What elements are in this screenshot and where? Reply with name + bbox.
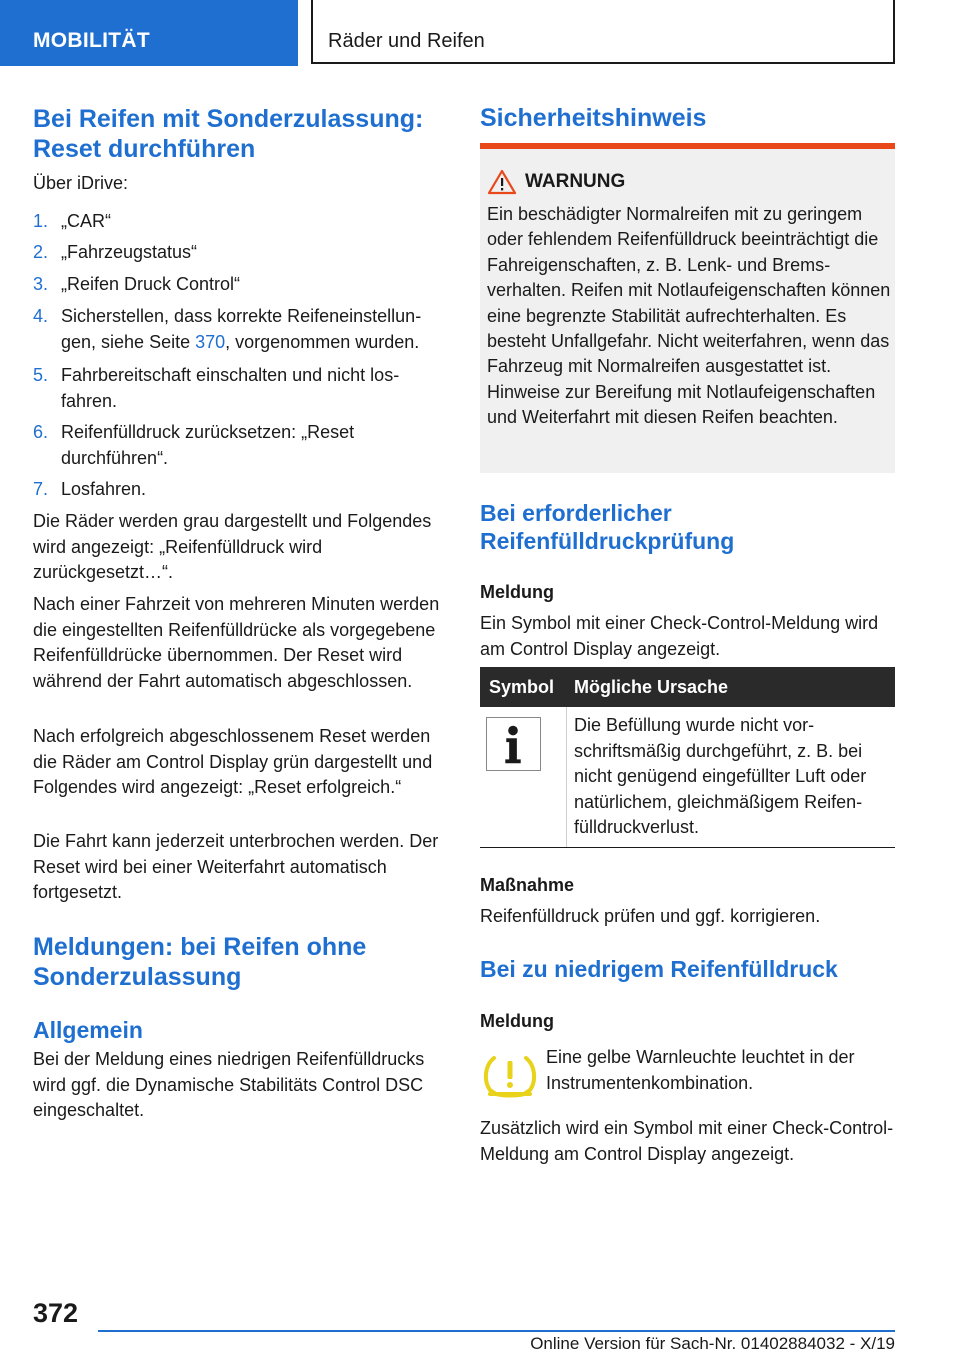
step-number: 5. (33, 365, 49, 385)
table-row (480, 707, 895, 848)
step-6 (33, 420, 445, 471)
step-2 (33, 240, 445, 266)
step-text-end: , vorgenommen wurden. (225, 331, 420, 352)
tire-pressure-warning-icon (482, 1052, 538, 1098)
paragraph-adoption: Nach einer Fahrzeit von mehreren Minuten werden die eingestellten Reifenfülldrücke als vorgegebene Reifenfülldrücke übernommen. Der Reset wird während der Fahrt automatisch abgeschlossen. (33, 594, 440, 691)
step-5 (33, 363, 445, 414)
check-text: Ein Symbol mit einer Check-Control-Meldung wird am Control Display angezeigt. (480, 613, 879, 659)
step-text: Reifenfülldruck zurücksetzen: „Reset durchführen“. (61, 422, 355, 468)
warning-triangle-icon (487, 169, 517, 195)
chapter-title: Räder und Reifen (311, 0, 895, 64)
step-1 (33, 209, 445, 235)
step-text: „CAR“ (61, 211, 111, 231)
extra-text: Zusätzlich wird ein Symbol mit einer Check-Control-Meldung am Control Display angezeigt. (480, 1118, 894, 1164)
page-link[interactable]: 370 (195, 331, 226, 352)
step-text: Losfahren. (61, 479, 147, 499)
warning-text: Ein beschädigter Normalreifen mit zu geringem oder fehlendem Reifenfülldruck beeinträchtigt die Fahreigenschaften, z. B. Lenk- und Bremsverhalten. Reifen mit Notlaufeigenschaften können eine begrenzte Stabilität aufrechterhalten. Es besteht Unfallgefahr. Nicht weiterfahren, wenn das Fahrzeug mit Normalreifen ausgestattet ist. Hinweise zur Bereifung mit Notlaufeigenschaften und Weiterfahrt mit diesen Reifen beachten. (487, 204, 891, 428)
step-3 (33, 272, 445, 298)
step-text: „Fahrzeugstatus“ (61, 242, 198, 262)
label-action: Maßnahme (480, 875, 575, 895)
step-7 (33, 477, 445, 503)
warning-title: WARNUNG (525, 171, 626, 192)
step-number: 7. (33, 479, 49, 499)
step-text: „Reifen Druck Control“ (61, 274, 241, 294)
heading-reset: Bei Reifen mit Sonderzulassung: Reset durchführen (33, 105, 424, 163)
heading-check: Bei erforderlicher Reifenfülldruckprüfung (480, 500, 735, 554)
heading-safety: Sicherheitshinweis (480, 104, 707, 132)
col-cause-header: Mögliche Ursache (574, 677, 729, 697)
column-divider (566, 707, 567, 847)
lamp-text: Eine gelbe Warnleuchte leuchtet in der Instrumentenkombination. (546, 1047, 855, 1093)
page-number: 372 (33, 1298, 79, 1328)
heading-messages: Meldungen: bei Reifen ohne Sonderzulassung (33, 933, 367, 991)
paragraph-dsc: Bei der Meldung eines niedrigen Reifenfülldrucks wird ggf. die Dynamische Stabilitäts Control DSC eingeschaltet. (33, 1049, 425, 1121)
step-text (61, 304, 445, 355)
footer-divider (98, 1330, 895, 1332)
step-4 (33, 304, 445, 355)
label-message: Meldung (480, 1011, 554, 1031)
step-number: 2. (33, 242, 49, 262)
action-text: Reifenfülldruck prüfen und ggf. korrigieren. (480, 906, 821, 926)
cause-text: Die Befüllung wurde nicht vorschriftsmäßig durchgeführt, z. B. bei nicht genügend eingefüllter Luft oder natürlichem, gleichmäßigem Reifenfülldruckverlust. (574, 715, 867, 838)
footer-online-version: Online Version für Sach-Nr. 01402884032 - X/19 (530, 1334, 895, 1353)
col-symbol-header: Symbol (489, 677, 555, 697)
step-number: 4. (33, 306, 49, 326)
step-number: 3. (33, 274, 49, 294)
step-number: 1. (33, 211, 49, 231)
paragraph-success: Nach erfolgreich abgeschlossenem Reset werden die Räder am Control Display grün dargestellt und Folgendes wird angezeigt: „Reset erfolgreich.“ (33, 726, 433, 798)
heading-low-pressure: Bei zu niedrigem Reifenfülldruck (480, 956, 838, 982)
info-icon (486, 717, 541, 771)
step-number: 6. (33, 422, 49, 442)
paragraph-interrupt: Die Fahrt kann jederzeit unterbrochen werden. Der Reset wird bei einer Weiterfahrt automatisch fortgesetzt. (33, 831, 439, 903)
step-text: Fahrbereitschaft einschalten und nicht losfahren. (61, 365, 400, 411)
heading-general: Allgemein (33, 1017, 143, 1043)
section-tab: MOBILITÄT (0, 0, 298, 66)
intro-text: Über iDrive: (33, 173, 129, 193)
paragraph-display: Die Räder werden grau dargestellt und Folgendes wird angezeigt: „Reifenfülldruck wird zurückgesetzt…“. (33, 511, 432, 583)
table-header (480, 667, 895, 707)
step-text-start: Sicherstellen, dass korrekte Reifeneinstellungen, siehe Seite (61, 306, 422, 352)
label-message: Meldung (480, 582, 554, 602)
